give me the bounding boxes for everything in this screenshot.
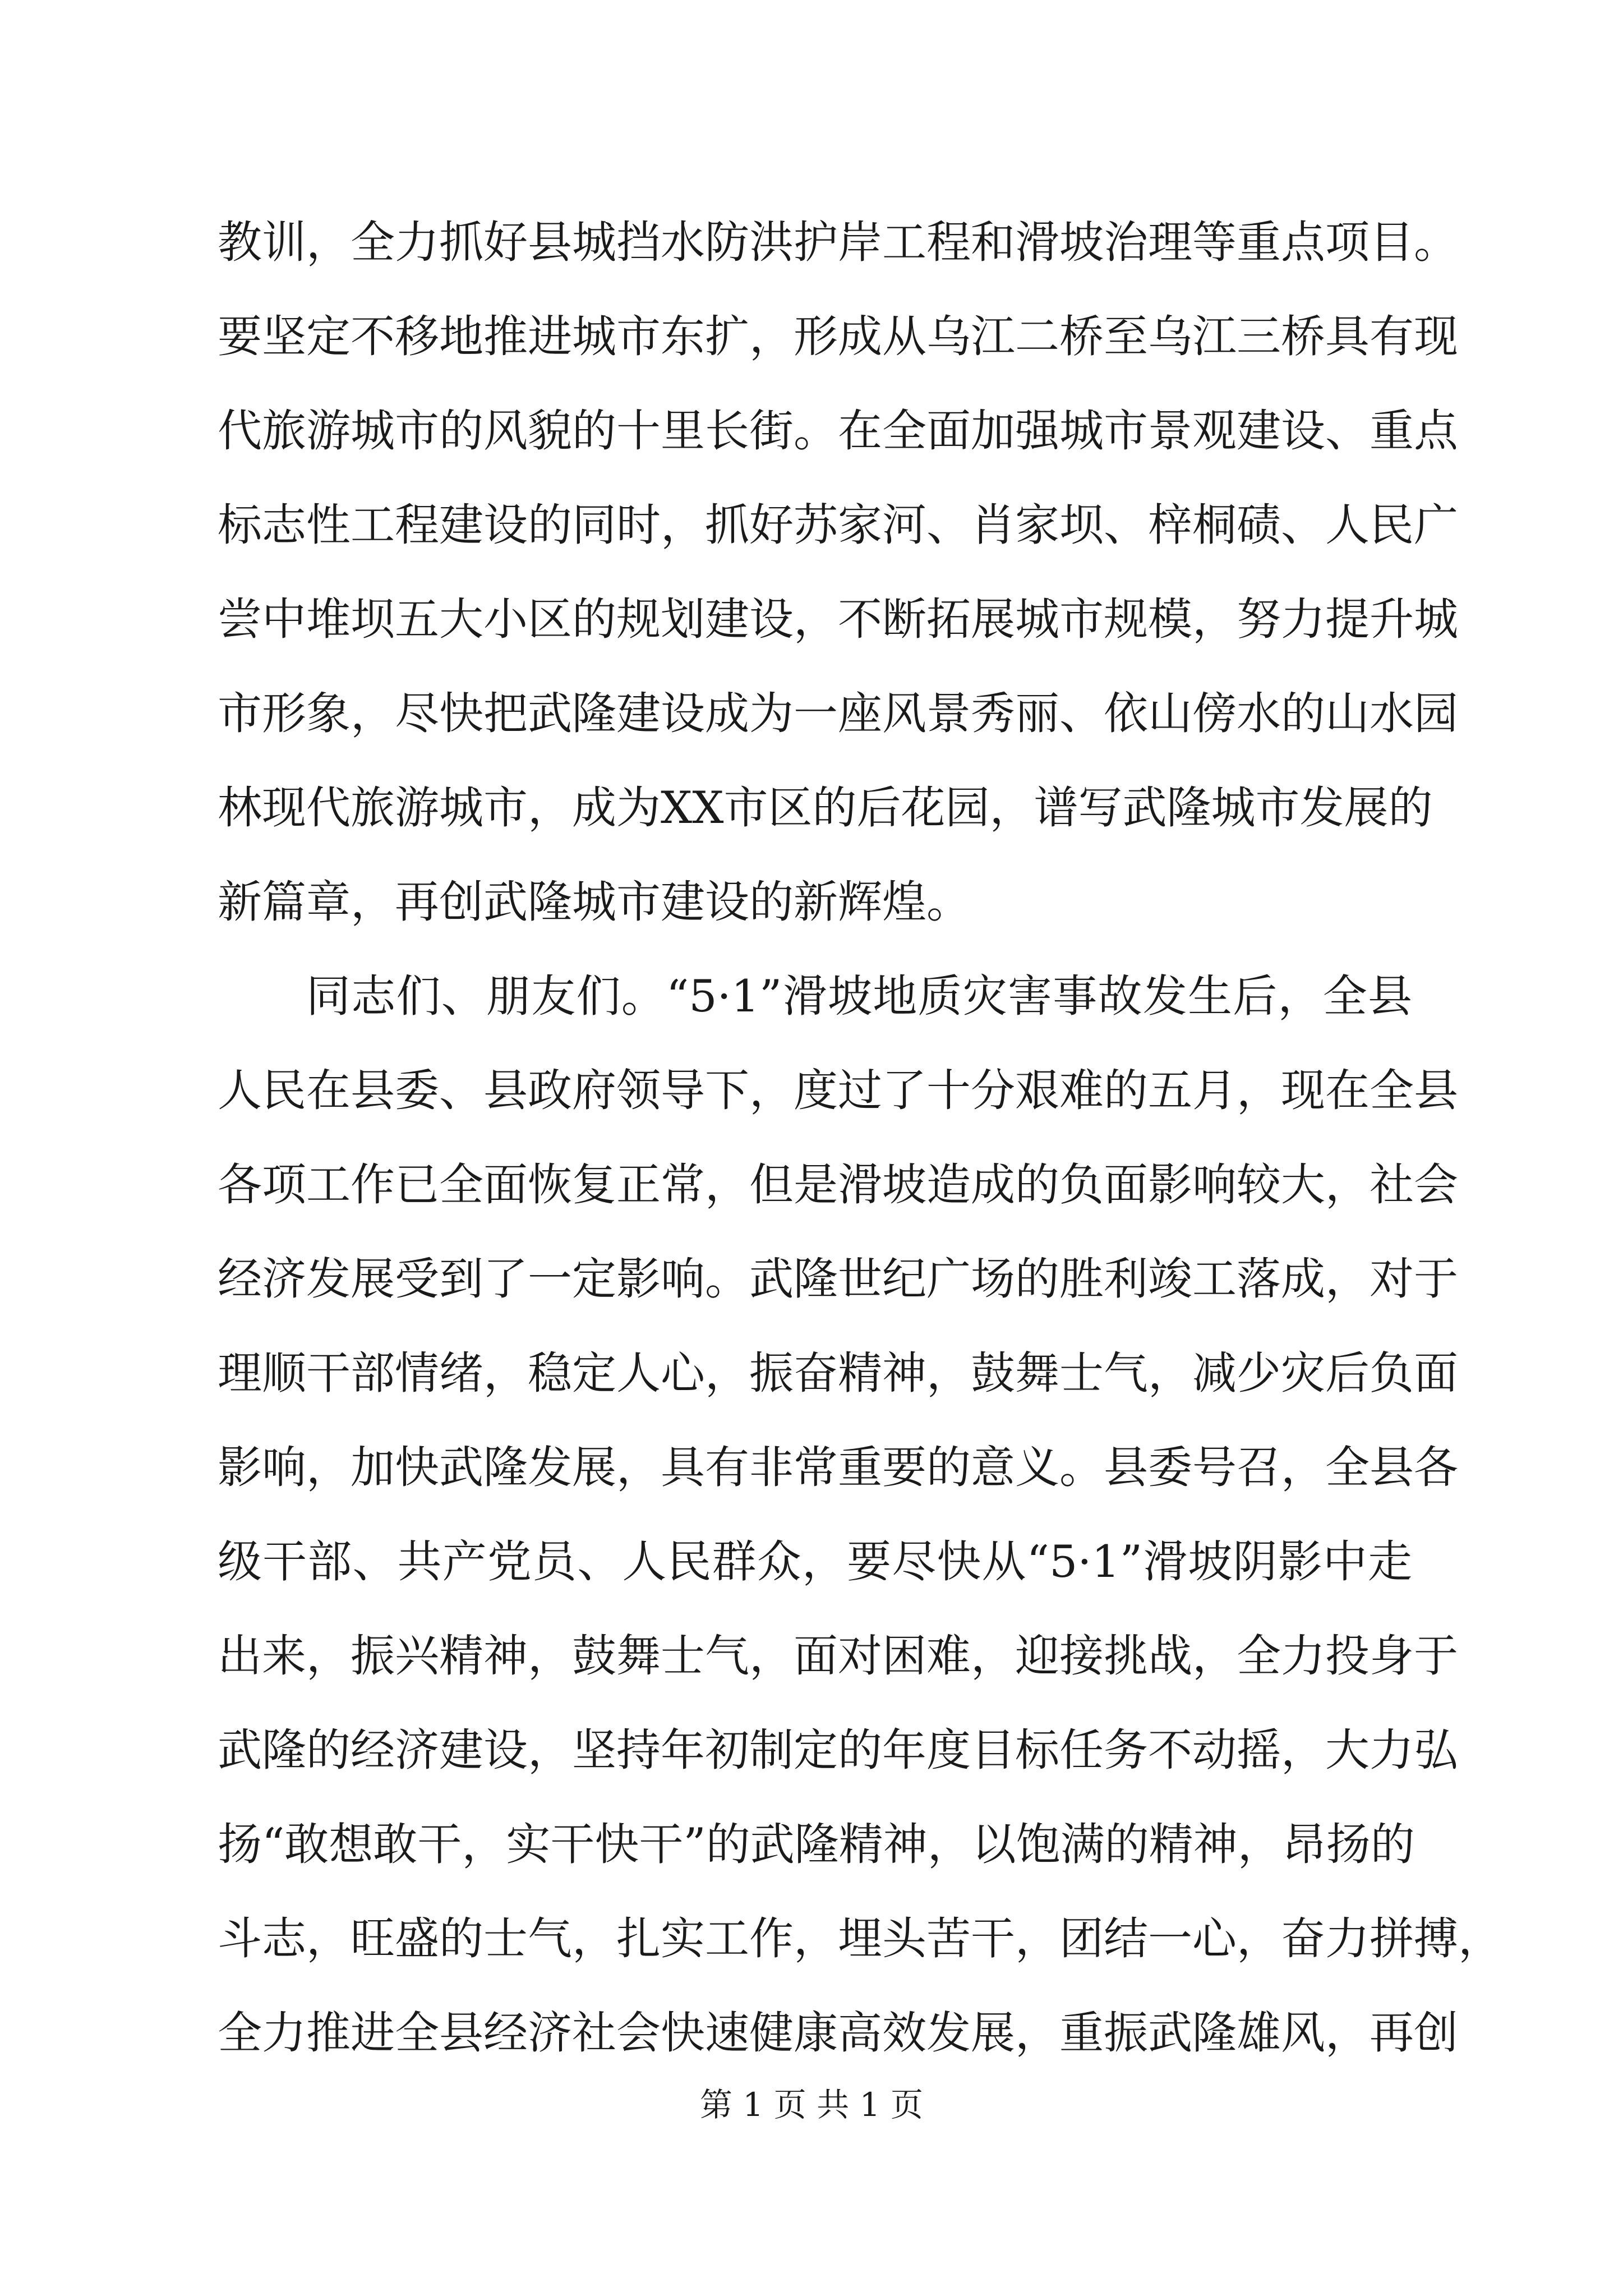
text-line: 各项工作已全面恢复正常，但是滑坡造成的负面影响较大，社会 [218, 1159, 1458, 1211]
text-line: 斗志，旺盛的士气，扎实工作，埋头苦干，团结一心，奋力拼搏， [218, 1913, 1502, 1964]
text-line: 经济发展受到了一定影响。武隆世纪广场的胜利竣工落成，对于 [218, 1253, 1458, 1305]
text-line: 林现代旅游城市，成为XX市区的后花园，谱写武隆城市发展的 [218, 782, 1433, 834]
paragraph-2 [218, 949, 1502, 2080]
paragraph-1 [218, 195, 1458, 949]
document-body [218, 195, 1502, 2080]
text-line: 市形象，尽快把武隆建设成为一座风景秀丽、依山傍水的山水园 [218, 688, 1458, 739]
text-line: 要坚定不移地推进城市东扩，形成从乌江二桥至乌江三桥具有现 [218, 311, 1458, 362]
text-line: 影响，加快武隆发展，具有非常重要的意义。县委号召，全县各 [218, 1442, 1458, 1493]
text-line: 同志们、朋友们。“5·1”滑坡地质灾害事故发生后，全县 [306, 970, 1412, 1022]
text-line: 扬“敢想敢干，实干快干”的武隆精神，以饱满的精神，昂扬的 [218, 1819, 1415, 1870]
text-line: 理顺干部情绪，稳定人心，振奋精神，鼓舞士气，减少灾后负面 [218, 1347, 1458, 1399]
text-line: 级干部、共产党员、人民群众，要尽快从“5·1”滑坡阴影中走 [218, 1536, 1412, 1588]
text-line: 武隆的经济建设，坚持年初制定的年度目标任务不动摇，大力弘 [218, 1724, 1458, 1776]
text-line: 代旅游城市的风貌的十里长街。在全面加强城市景观建设、重点 [218, 405, 1458, 457]
text-line: 新篇章，再创武隆城市建设的新辉煌。 [218, 876, 971, 928]
text-line: 人民在县委、县政府领导下，度过了十分艰难的五月，现在全县 [218, 1065, 1458, 1116]
text-line: 出来，振兴精神，鼓舞士气，面对困难，迎接挑战，全力投身于 [218, 1630, 1458, 1682]
text-line: 教训，全力抓好县城挡水防洪护岸工程和滑坡治理等重点项目。 [218, 217, 1458, 268]
text-line: 尝中堆坝五大小区的规划建设，不断拓展城市规模，努力提升城 [218, 593, 1458, 645]
text-line: 标志性工程建设的同时，抓好苏家河、肖家坝、梓桐碛、人民广 [218, 499, 1458, 551]
page-footer: 第 1 页 共 1 页 [700, 2086, 923, 2124]
text-line: 全力推进全县经济社会快速健康高效发展，重振武隆雄风，再创 [218, 2007, 1458, 2059]
